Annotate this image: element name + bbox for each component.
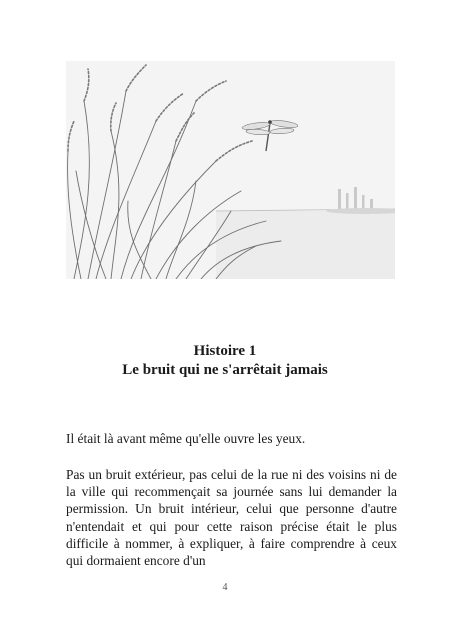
grass-seed-heads: [68, 65, 252, 161]
grass-and-dragonfly-drawing: [66, 61, 395, 279]
chapter-illustration: [66, 61, 395, 279]
distant-trees: [326, 187, 395, 214]
page-number: 4: [222, 582, 228, 593]
body-paragraph: Il était là avant même qu'elle ouvre les yeux.: [66, 431, 306, 446]
chapter-number: Histoire 1: [193, 343, 257, 359]
chapter-title: Le bruit qui ne s'arrêtait jamais: [122, 362, 328, 378]
body-paragraph: Pas un bruit extérieur, pas celui de la rue ni des voisins ni de la ville qui recommençait sa journée sans lui demander la permission. Un bruit intérieur, celui que personne d'autre n'entendait et qui pour cette raison précise était le plus difficile à nommer, à expliquer, à faire comprendre à ceux qui dormaient encore d'un: [66, 467, 397, 569]
water: [216, 211, 395, 279]
dragonfly-icon: [242, 119, 299, 151]
